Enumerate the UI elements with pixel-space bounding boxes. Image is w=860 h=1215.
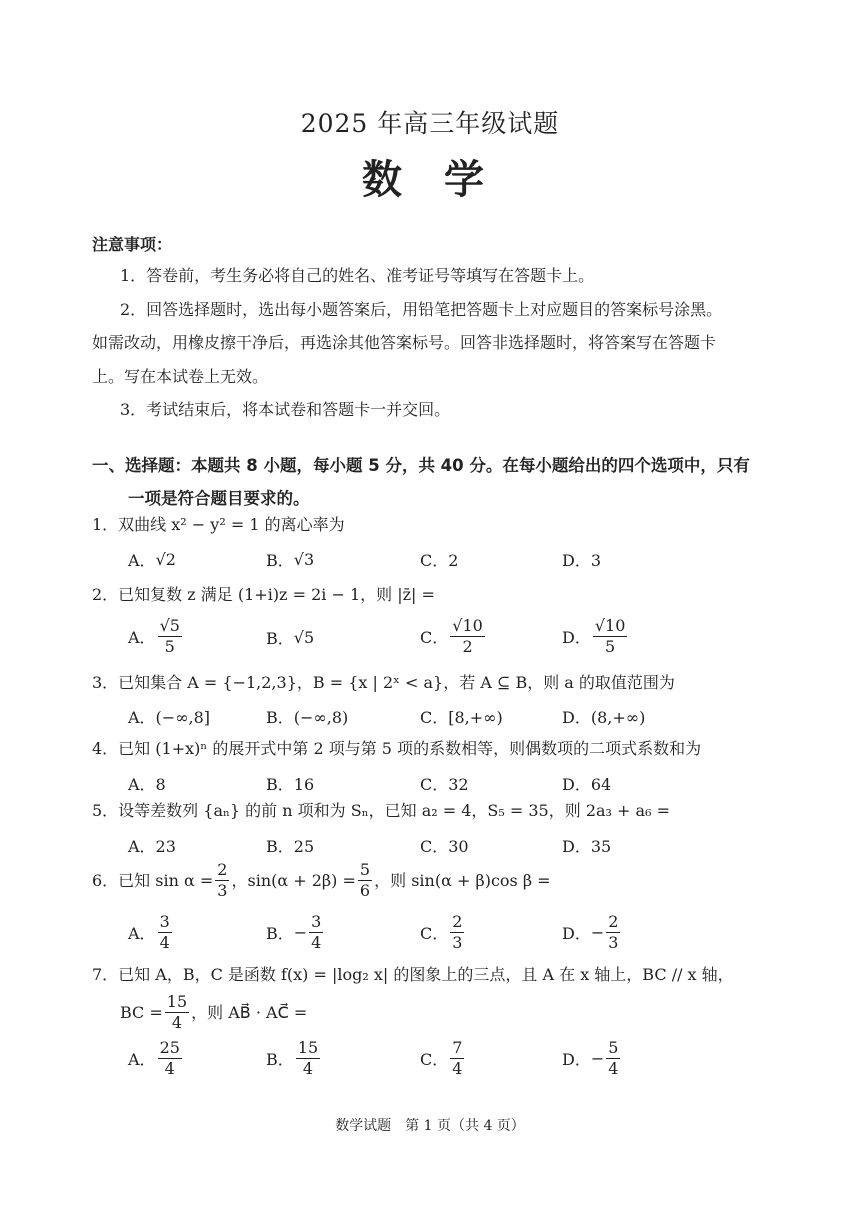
- q3-option-a: A．(−∞,8]: [128, 708, 211, 727]
- fraction: $\frac{2}{3}$: [608, 912, 619, 952]
- q4-option-b: B．16: [266, 775, 315, 794]
- q5-option-c: C．30: [420, 837, 469, 856]
- q6-option-a: A． $\frac{3}{4}$: [128, 912, 170, 952]
- question-4-stem: 4．已知 (1+x)ⁿ 的展开式中第 2 项与第 5 项的系数相等，则偶数项的二项式系数和为: [92, 739, 702, 758]
- q7-option-b: B． $\frac{15}{4}$: [266, 1038, 319, 1078]
- q6-option-b: B． − $\frac{3}{4}$: [266, 912, 322, 952]
- section-heading-line2: 一项是符合题目要求的。: [128, 489, 310, 508]
- fraction: $\frac{7}{4}$: [452, 1038, 463, 1078]
- fraction: $\frac{2}{3}$: [452, 912, 463, 952]
- question-3-stem: 3．已知集合 A = {−1,2,3}，B = {x | 2ˣ < a}，若 A ⊆ B，则 a 的取值范围为: [92, 673, 675, 692]
- q1-option-c: C．2: [420, 551, 459, 570]
- q5-option-a: A．23: [128, 837, 176, 856]
- note-1: 1．答卷前，考生务必将自己的姓名、准考证号等填写在答题卡上。: [120, 266, 595, 285]
- page-footer: 数学试题 第 1 页（共 4 页）: [335, 1118, 525, 1134]
- q2-option-c: C． $\frac{√10}{2}$: [420, 616, 483, 656]
- fraction: $\frac{3}{4}$: [311, 912, 322, 952]
- notes-heading: 注意事项：: [92, 235, 173, 254]
- q3-option-d: D．(8,+∞): [562, 708, 646, 727]
- q5-option-b: B．25: [266, 837, 315, 856]
- fraction: $\frac{15}{4}$: [297, 1038, 319, 1078]
- q7-option-d: D． − $\frac{5}{4}$: [562, 1038, 619, 1078]
- fraction: $\frac{5}{6}$: [359, 860, 371, 900]
- question-7-stem-line2: BC = $\frac{15}{4}$ ，则 AB⃗ · AC⃗ =: [120, 992, 308, 1032]
- q1-option-d: D．3: [562, 551, 602, 570]
- q7-option-a: A． $\frac{25}{4}$: [128, 1038, 180, 1078]
- note-2a: 2．回答选择题时，选出每小题答案后，用铅笔把答题卡上对应题目的答案标号涂黑。: [120, 300, 723, 319]
- q4-option-a: A．8: [128, 775, 166, 794]
- q1-option-b: B． √3: [266, 550, 315, 570]
- fraction: $\frac{√5}{5}$: [159, 616, 180, 656]
- fraction: $\frac{25}{4}$: [159, 1038, 180, 1078]
- q3-option-b: B．(−∞,8): [266, 708, 349, 727]
- question-6-stem: 6．已知 sin α = $\frac{2}{3}$ ，sin(α + 2β) = $\frac{5}{6}$ ，则 sin(α + β)cos β =: [92, 860, 551, 900]
- q4-option-d: D．64: [562, 775, 612, 794]
- fraction: $\frac{5}{4}$: [608, 1038, 619, 1078]
- q2-option-a: A． $\frac{√5}{5}$: [128, 616, 180, 656]
- q7-option-c: C． $\frac{7}{4}$: [420, 1038, 463, 1078]
- fraction: $\frac{15}{4}$: [166, 992, 188, 1032]
- q6-option-c: C． $\frac{2}{3}$: [420, 912, 463, 952]
- fraction: $\frac{√10}{5}$: [594, 616, 626, 656]
- q3-option-c: C．[8,+∞): [420, 708, 503, 727]
- q5-option-d: D．35: [562, 837, 612, 856]
- question-1-stem: 1．双曲线 x² − y² = 1 的离心率为: [92, 515, 345, 534]
- question-5-stem: 5．设等差数列 {aₙ} 的前 n 项和为 Sₙ，已知 a₂ = 4，S₅ = 35，则 2a₃ + a₆ =: [92, 801, 670, 820]
- subject-title: 数 学: [362, 157, 498, 203]
- q6-option-d: D． − $\frac{2}{3}$: [562, 912, 619, 952]
- section-heading-line1: 一、选择题：本题共 8 小题，每小题 5 分，共 40 分。在每小题给出的四个选项中，只有: [92, 456, 750, 475]
- fraction: $\frac{3}{4}$: [159, 912, 170, 952]
- q4-option-c: C．32: [420, 775, 469, 794]
- question-7-stem-line1: 7．已知 A，B，C 是函数 f(x) = |log₂ x| 的图象上的三点，且 A 在 x 轴上，BC // x 轴，: [92, 965, 734, 984]
- q2-option-d: D． $\frac{√10}{5}$: [562, 616, 626, 656]
- note-2c: 上。写在本试卷上无效。: [92, 367, 269, 386]
- note-3: 3．考试结束后，将本试卷和答题卡一并交回。: [120, 400, 451, 419]
- question-2-stem: 2．已知复数 z 满足 (1+i)z = 2i − 1，则 |z̄| =: [92, 585, 435, 604]
- q2-option-b: B． √5: [266, 628, 315, 648]
- exam-title: 2025 年高三年级试题: [300, 109, 560, 138]
- q1-option-a: A． √2: [128, 550, 176, 570]
- fraction: $\frac{√10}{2}$: [452, 616, 483, 656]
- fraction: $\frac{2}{3}$: [217, 860, 228, 900]
- note-2b: 如需改动，用橡皮擦干净后，再选涂其他答案标号。回答非选择题时，将答案写在答题卡: [92, 333, 717, 352]
